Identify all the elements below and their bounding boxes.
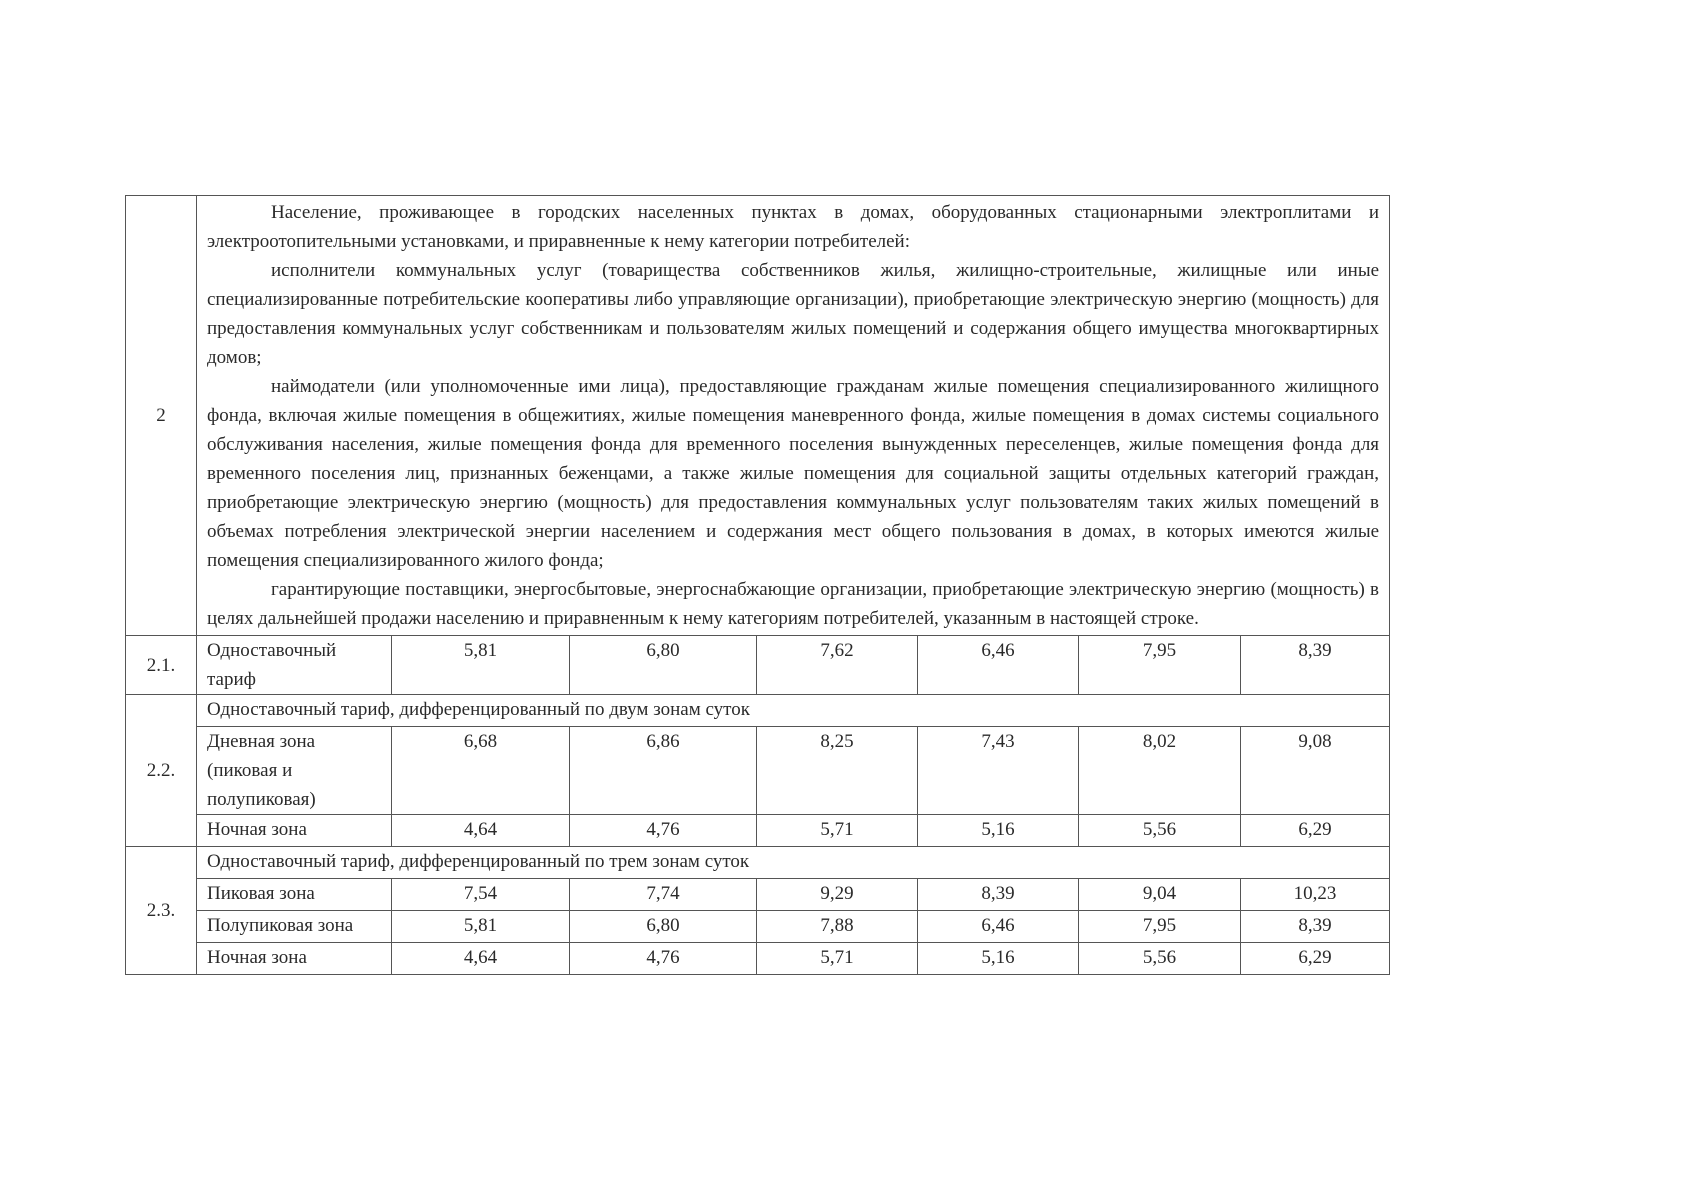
value-cell: 5,71: [757, 943, 918, 975]
table-row-2: [126, 196, 1390, 636]
table-row-2-1: [126, 636, 1390, 695]
value-cell: 5,81: [392, 911, 570, 943]
row-label: Пиковая зона: [197, 879, 392, 911]
value-cell: 7,95: [1079, 636, 1241, 695]
value-cell: 7,95: [1079, 911, 1241, 943]
table-row-2-3-night: [126, 943, 1390, 975]
value-cell: 6,86: [570, 727, 757, 815]
row-2-description: [197, 196, 1390, 636]
row-number: 2.1.: [126, 636, 197, 695]
value-cell: 6,80: [570, 911, 757, 943]
value-cell: 8,25: [757, 727, 918, 815]
section-header: Одноставочный тариф, дифференцированный по двум зонам суток: [197, 695, 1390, 727]
paragraph-landlords: наймодатели (или уполномоченные ими лица), предоставляющие гражданам жилые помещения специализированного жилищного фонда, включая жилые помещения в общежитиях, жилые помещения маневренного фонда, жилые помещения в домах системы социального обслуживания населения, жилые помещения фонда для временного поселения вынужденных переселенцев, жилые помещения фонда для временного поселения лиц, признанных беженцами, а также жилые помещения для социальной защиты отдельных категорий граждан, приобретающие электрическую энергию (мощность) для предоставления коммунальных услуг пользователям таких жилых помещений в объемах потребления электрической энергии населением и содержания мест общего пользования в домах, в которых имеются жилые помещения специализированного жилого фонда;: [207, 376, 1380, 571]
table-row-2-3-peak: [126, 879, 1390, 911]
row-label: Ночная зона: [197, 943, 392, 975]
value-cell: 8,39: [918, 879, 1079, 911]
value-cell: 7,54: [392, 879, 570, 911]
value-cell: 5,56: [1079, 815, 1241, 847]
table-row-2-3-semipeak: [126, 911, 1390, 943]
value-cell: 6,46: [918, 636, 1079, 695]
value-cell: 5,81: [392, 636, 570, 695]
paragraph-utility-providers: исполнители коммунальных услуг (товарищества собственников жилья, жилищно-строительные, жилищные или иные специализированные потребительские кооперативы либо управляющие организации), приобретающие электрическую энергию (мощность) для предоставления коммунальных услуг собственникам и пользователям жилых помещений и содержания общего имущества многоквартирных домов;: [207, 260, 1380, 368]
value-cell: 6,46: [918, 911, 1079, 943]
value-cell: 6,29: [1241, 815, 1390, 847]
row-number: 2: [126, 196, 197, 636]
value-cell: 9,08: [1241, 727, 1390, 815]
row-number: 2.3.: [126, 847, 197, 975]
value-cell: 8,02: [1079, 727, 1241, 815]
value-cell: 4,76: [570, 815, 757, 847]
value-cell: 7,88: [757, 911, 918, 943]
value-cell: 5,16: [918, 815, 1079, 847]
row-label: Полупиковая зона: [197, 911, 392, 943]
value-cell: 6,29: [1241, 943, 1390, 975]
value-cell: 8,39: [1241, 911, 1390, 943]
value-cell: 7,62: [757, 636, 918, 695]
table-row-2-3-header: [126, 847, 1390, 879]
value-cell: 5,16: [918, 943, 1079, 975]
row-label: Ночная зона: [197, 815, 392, 847]
value-cell: 6,80: [570, 636, 757, 695]
value-cell: 7,74: [570, 879, 757, 911]
value-cell: 6,68: [392, 727, 570, 815]
tariff-table: [125, 195, 1390, 975]
paragraph-suppliers: гарантирующие поставщики, энергосбытовые, энергоснабжающие организации, приобретающие электрическую энергию (мощность) в целях дальнейшей продажи населению и приравненным к нему категориям потребителей, указанным в настоящей строке.: [207, 579, 1380, 629]
row-label: Одноставочный тариф: [197, 636, 392, 695]
value-cell: 9,04: [1079, 879, 1241, 911]
value-cell: 4,64: [392, 943, 570, 975]
table-row-2-2-header: [126, 695, 1390, 727]
value-cell: 5,56: [1079, 943, 1241, 975]
table-row-2-2-day: [126, 727, 1390, 815]
value-cell: 4,64: [392, 815, 570, 847]
value-cell: 10,23: [1241, 879, 1390, 911]
value-cell: 8,39: [1241, 636, 1390, 695]
table-row-2-2-night: [126, 815, 1390, 847]
row-label: Дневная зона (пиковая и полупиковая): [197, 727, 392, 815]
section-header: Одноставочный тариф, дифференцированный по трем зонам суток: [197, 847, 1390, 879]
paragraph-population: Население, проживающее в городских населенных пунктах в домах, оборудованных стационарными электроплитами и электроотопительными установками, и приравненные к нему категории потребителей:: [207, 202, 1380, 252]
value-cell: 7,43: [918, 727, 1079, 815]
row-number: 2.2.: [126, 695, 197, 847]
value-cell: 5,71: [757, 815, 918, 847]
value-cell: 9,29: [757, 879, 918, 911]
value-cell: 4,76: [570, 943, 757, 975]
